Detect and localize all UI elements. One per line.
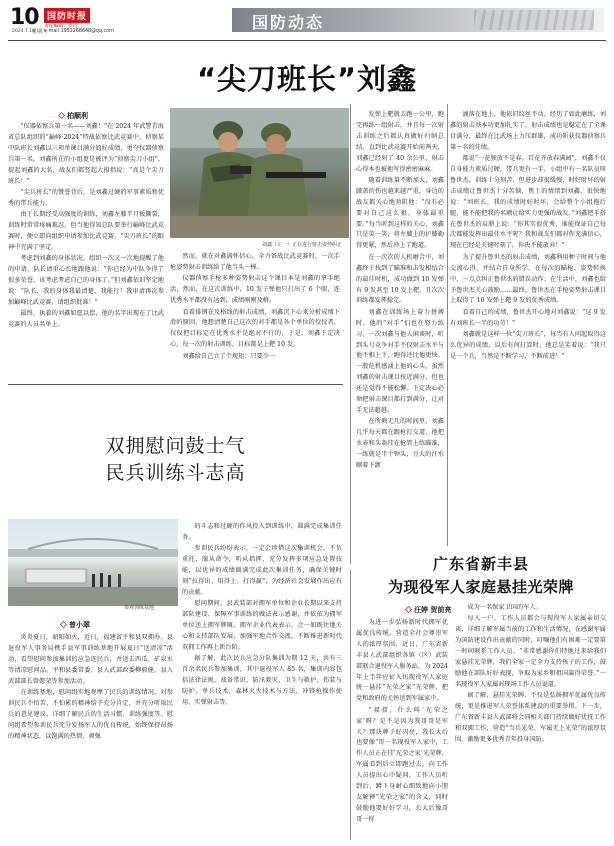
- article3-column-1: [356, 618, 448, 840]
- paragraph: 由于长期经受高强度的训练，刘鑫左膝半月板撕裂，训练时常常疼痛难忍，但当他得知总队要举行巅峰比武竞赛时，便立即向组织申请参加比武竞赛。“尖刀班长”的眼神中充满了坚定。: [8, 211, 164, 251]
- paragraph: 慰问期间，县武装部对拥军单位和企业长期以来支持部队建设、保障军事训练的做法表示感谢，并依依为拥军单位送上拥军牌匾。拥军企业代表表示，会一如既往地关心和支持部队发展，加强军地合作交流，不断推进新时代双拥工作再上新台阶。: [182, 600, 342, 651]
- paragraph: “叔叔，什么叫‘光荣之家’呀？是不是因为我哥哥是军人？那块牌子好闪亮，我长大后也要像“哥一名现役军人家中，工作人员正在挂‘光荣之家’光荣牌，军属看到后立即跑过去，向工作人员提出心中疑问。工作人员听到后，蹲下身耐心细致地向小朋友解释“光荣之家”的含义，同时鼓励他要好好学习，长大后像哥哥一样: [356, 706, 448, 823]
- article2-column-1: [8, 633, 173, 841]
- article1-column-1: [8, 122, 164, 374]
- paragraph: 的斗志和过硬的作风投入到训练中，圆满完成集训任务。: [182, 523, 342, 541]
- paragraph: “仪器依察兵第一名——刘鑫！”在 2024 年武警青海省总队组织的“巅峰·2024”特战依察比武竞赛中，侦察某中队班长刘鑫以三项单课目满分的好成绩，勇夺仪器侦察兵第一名，刘鑫所在的小组更是被评为“侦察尖刀小组”。提起刘鑫的大名，战友们都竖起大拇指说：“真是个尖刀班长！”: [8, 123, 164, 185]
- paragraph: 都说“一花独放不是春，百花齐放春满园”，刘鑫不仅自身能力素质过硬，带兵更有一手。小组中有一名队员叫鲁世杰，训练十分刻苦，但进步却很缓慢，时好时坏的射击成绩让鲁世杰十分苦恼，焦土的情绪到刘鑫，很快地说：“刘班长，我的成绩时好时坏，会给整个小组拖后腿，能不能把我的名额让给实力更强的战友。”刘鑫把手搭在鲁世杰的肩膀上说：“你其实很优秀，谁能保证自己每次都能发挥出最佳水平呢？我和战友们都对你充满信心，现在已经是关键时刻了，你决不能放弃！”: [450, 155, 606, 250]
- paragraph: 为进一步弘扬新时代拥军优属优良传统，营造全社会尊崇军人的浓厚氛围，近日，广东省新丰县人武部组织各镇（区）武装部联合退役军人服务站，为 2024 年上半年应征入伍现役军人家庭统一悬挂“光荣之家”光荣牌，把党和政府的关怀送到军属家中。: [356, 619, 448, 703]
- section-divider: [8, 384, 343, 385]
- paragraph: 发弹上靶就去跑一公里，跑完再练一组射击，并且每一次射击训练之后都认真做好归纳总结，直到比武竞赛开始前两天，刘鑫已经射了 40 余公里，射击心得本也被他写得密密麻麻。: [356, 111, 444, 173]
- article1-column-4: [450, 110, 606, 548]
- banner-graphic: [474, 10, 594, 30]
- byline-text: 柏顺利: [67, 112, 88, 120]
- article2-headline-line1: 双拥慰问鼓士气: [105, 435, 246, 457]
- paragraph: 每入一户，工作人员都会与现役军人家属亲切交谈，详细了解军属当前的工作和生活情况，在感谢军属为国防建设作出贡献的同时，叮嘱他们有困难一定要第一时间联系工作人员。“非常感谢你们特地过来给我们家悬挂光荣牌，我们全家一定全力支持孩子的工作，鼓励他在部队好好表现，争取为家乡和祖国赢得荣誉。”一名现役军人家属对现场工作人员说道。: [455, 615, 606, 688]
- article2-photo-caption: 参观训练基地: [124, 605, 155, 611]
- article3-byline: [405, 605, 451, 615]
- article2-column-2: [182, 522, 342, 840]
- article2-photo: [8, 519, 178, 606]
- paragraph: 最终，执着的刘鑫如愿以偿，他的名字出现在了比武竞赛的人员名单上。: [8, 310, 164, 329]
- masthead-rule: [8, 40, 606, 41]
- paragraph: 参训民兵纷纷表示，一定会珍惜这次集训机会，不负重托，服从命令，听从指挥，充分发挥多项应急处置技能，以优异的成绩圆满完成此次集训任务，确保关键时刻“拉得出、用得上、打得赢”，为经济社会发展作出应有的贡献。: [182, 545, 342, 596]
- paragraph: 炎炎夏日，韶阳如火，近日，福建省平和县双拥办、县退役军人事务局携手县军事训练基地开展夏日“送清凉”活动，看望慰问参加集训的应急连民兵，并送去西瓜、矿泉水等清凉慰问品。平和县委常委、县人武部政委柳毅健，县人武部部长曾偲荣等参加活动。: [8, 634, 173, 685]
- editor-line: 责任编辑：罗巧: [44, 24, 78, 29]
- article3-headline-line2: 为现役军人家庭悬挂光荣牌: [387, 578, 574, 596]
- date-line: 2024.7.10: [12, 29, 35, 34]
- article2-byline: [60, 620, 90, 630]
- paragraph: 据了解，此次民兵应急分队集训为期 12 天，共有三百余名民兵参加集训，其中退役军人 85 名，集训内容包括法律法规、战备常识、防汛救灾、卫生与救护、伤装与防护、单兵技术、森林灭火技术与方法、冲锋枪操作使用、实弹射击等。: [182, 655, 342, 706]
- column-divider: [350, 104, 351, 564]
- article3-headline-line1: 广东省新丰县: [432, 555, 529, 573]
- paragraph: 仪器侦察手枪多种姿势射击这个课目本是刘鑫的拿手绝活，然而，在这次训练中，10 发子弹他只打出了 6 个眼，连优秀水平都没有达到，成绩刚刚及格。: [170, 275, 340, 305]
- weekday: 星期三: [32, 29, 48, 35]
- paper-name-logo: 国防时报: [44, 8, 90, 23]
- byline-diamond-icon: [60, 621, 67, 628]
- paragraph: 滴落在地上，他依旧纹丝不动。经历了如此磨练，刘鑫的射击基本功更加扎实了，射击成绩也是稳定在了全课目满分，最终在比武场上力压群雄，成功斩获仪器侦察兵第一名的佳绩。: [450, 111, 606, 151]
- article2-headline-line2: 民兵训练斗志高: [105, 462, 246, 484]
- paragraph: “尖兵班长”的赞誉背后，是刘鑫过硬的军事素质和优秀的带兵能力。: [8, 188, 164, 207]
- paragraph: 成为一名保家卫国的军人。: [467, 604, 542, 611]
- byline-diamond-icon: [58, 112, 65, 119]
- paragraph: 刘鑫就是这样一位“尖刀班长”，每当有人问起取得这么优异的成绩，以后有何打算时，他总是笑着说：“我只是一个兵，当然是不断学习，不断前进！”: [450, 331, 606, 360]
- article1-photo: [170, 108, 349, 238]
- masthead: [0, 0, 614, 40]
- email-line: e-mail:1952268648@qq.com: [44, 29, 114, 34]
- paragraph: 看着自己的成绩，鲁世杰开心地对刘鑫说：“这 9 发有刘班长一半的功劳！”: [450, 308, 606, 327]
- column-divider: [350, 570, 351, 840]
- training-base-illustration: [8, 519, 178, 606]
- article1-column-2: [170, 252, 340, 374]
- article3-column-2: [455, 603, 606, 840]
- article1-headline: “尖刀班长”刘鑫: [196, 62, 418, 96]
- article1-photo-caption: 刘鑫（左一）正在进行射击姿势纠正: [262, 242, 343, 248]
- article1-byline: [58, 111, 88, 121]
- soldiers-illustration: [170, 108, 349, 238]
- byline-text: 曾小翠: [69, 621, 90, 629]
- column-divider: [447, 104, 448, 546]
- paragraph: 考虑到刘鑫的身体状况，组织一次又一次地提醒了他的申请，队长请重心长地跟他说：“你已经为中队争得了很多荣誉，该考虑考虑自己的身体了。”但刘鑫依旧坚定地说：“队长，我的身体我最清楚，我能行！我申请再次参加巅峰比武竞赛，请组织批准！”: [8, 255, 164, 306]
- paragraph: 看着排钢在及格线的射击成绩，刘鑫沉下心来分析成绩下滑的原因，他想清楚自己这次的对手都是各个单位的佼佼者，仅仅把目标定在优秀水平是绝对不行的，于是，刘鑫下定决心，每一次的射击训练，目标都是上靶 10 发。: [170, 308, 340, 349]
- paragraph: 在一次次的人机磨合中，刘鑫终于找到了瞄准和击发相结合的最佳时机，成功做到 10 发弹有 9 发甚至 10 发上靶，且次次训练都发挥稳定。: [356, 253, 444, 305]
- paragraph: 刘鑫在训练场上奋力拼搏时，他的“对手”们也在努力练习，一次刘鑫与他人闲谈时，听到头号竞争对手不仅射击水平与他不相上下，跑得还比他更快。一股危机感涌上他的心头，虽然刘鑫的射击课目按近满分，但也还是觉得不能松懈。下定决心必须把射击课目都打到满分，让对手无法超越。: [356, 308, 444, 414]
- paragraph: 在训练基地，慰问组实地观摩了民兵的训练情况，对参训民兵不怕苦、不怕累的精神给予充分肯定，并充分听取民兵的意见建议，详细了解民兵的生活习惯、训练强度等。慰问组希望参训民兵充分发扬军人的优良传统，始终保持昂扬的精神状态，以饱满的热情、顽强: [8, 689, 173, 740]
- section-title: 国防动态: [252, 13, 325, 32]
- byline-diamond-icon: [405, 606, 412, 613]
- paragraph: 刘鑫给自己立了个规矩：只要少一: [182, 352, 276, 360]
- page-number: 10: [10, 5, 39, 30]
- article1-column-3: [356, 110, 444, 565]
- byline-text: 汪婷 贺前亮: [414, 606, 452, 614]
- paragraph: 随着训练量不断加大，刘鑫膝盖的伤也越来越严重，身边的战友都关心地劝阻他：“没有必要对自己这么狠，身体最重要。”每当听到这样的关心，刘鑫只是笑一笑，将左膝上的护膝勒得更紧，然后冲上了跑道。: [356, 176, 444, 250]
- paragraph: 据了解，悬挂光荣牌，不仅是弘扬拥军优属优良传统，更是推进军人荣誉体系建设的重要举措。下一步，广东省新丰县人武部将会同相关部门持续做好优抚工作和双拥工作，营造“当兵光荣、军属无上光荣”的浓厚氛围，激励更多优秀青年投身国防。: [455, 692, 606, 743]
- paragraph: 然而，就在对鑫满怀信心、全力备战比武竞赛时，一次手枪姿势射击训练给了他当头一棒。: [170, 253, 340, 271]
- paragraph: 为了提升鲁世杰的射击成绩，刘鑫利用种子时间与他交流心得，并结合自身所学，在每次的瞄枪、姿势转换中，一点点纠正鲁世杰的错误动作；在生活中，刘鑫也给予鲁世杰关心鼓励……最终，鲁世杰在手枪姿势射击课目上取得了 10 发弹上靶 9 发的优秀成绩。: [450, 253, 606, 305]
- paragraph: 在所剩无几的时间里，刘鑫几乎每天都在跟枪打交道，他把水壶和头盔挂在枪管上练瞄准，一练就是半个钟头，豆大的汗水顺着下颌: [356, 418, 444, 469]
